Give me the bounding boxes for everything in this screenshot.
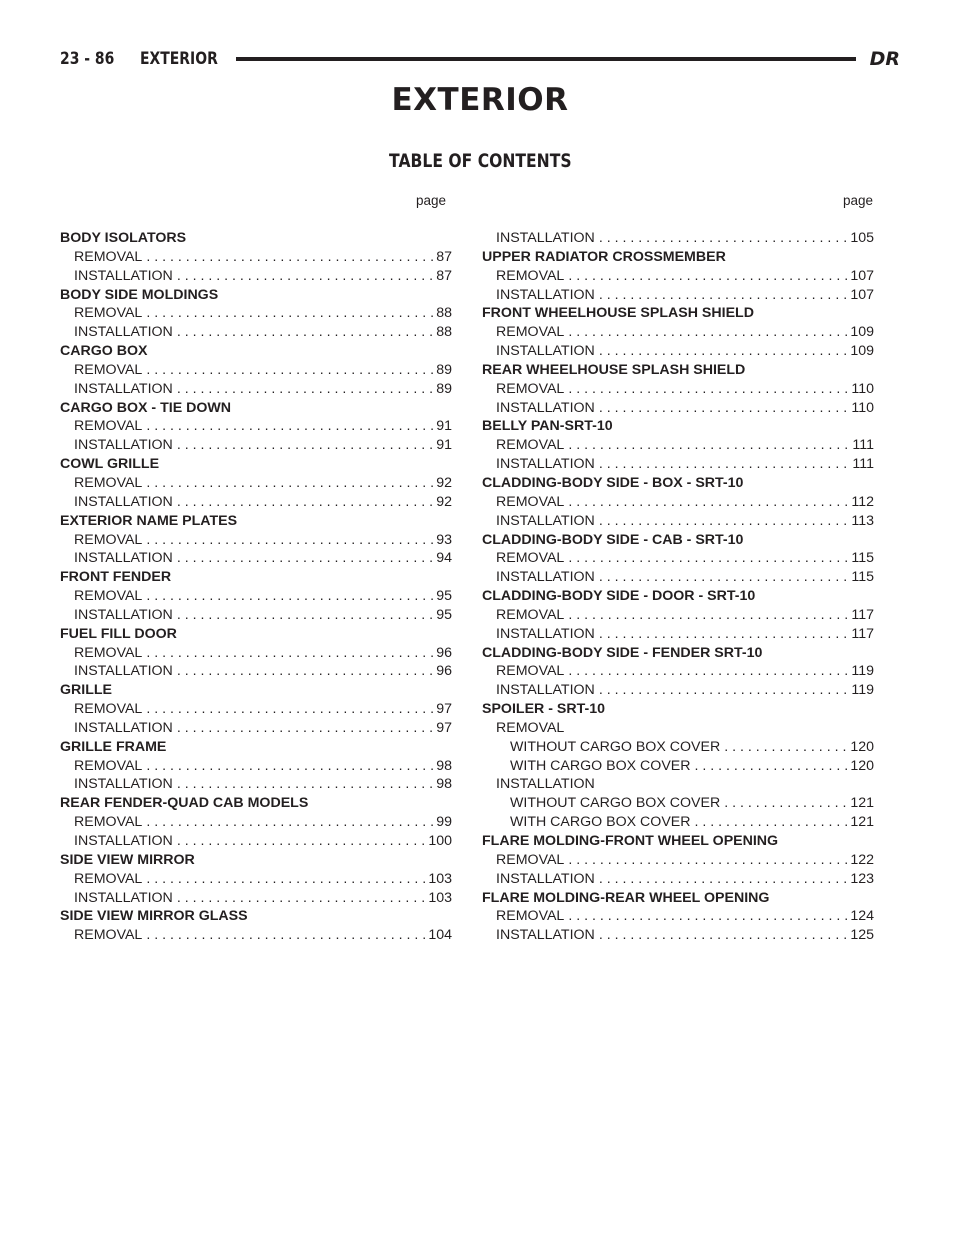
toc-subheading[interactable]: INSTALLATION — [496, 776, 595, 793]
header-page-number: 23 - 86 — [60, 49, 115, 69]
dot-leader — [695, 757, 848, 776]
toc-entry-page-number: 89 — [436, 380, 452, 397]
toc-entry-label: REMOVAL — [74, 814, 143, 831]
toc-entry-page-number: 103 — [428, 870, 452, 887]
dot-leader — [146, 417, 433, 436]
toc-entry-label: REMOVAL — [496, 493, 565, 510]
toc-entry-label: INSTALLATION — [74, 380, 173, 397]
toc-entry[interactable] — [482, 568, 874, 587]
toc-entry-label: REMOVAL — [496, 663, 565, 680]
toc-entry-label: REMOVAL — [74, 248, 143, 265]
toc-entry-page-number: 113 — [851, 512, 874, 529]
toc-entry-label: INSTALLATION — [74, 719, 173, 736]
toc-entry-page-number: 88 — [436, 324, 452, 341]
toc-entry-label: REMOVAL — [74, 588, 143, 605]
toc-entry-page-number: 92 — [436, 493, 452, 510]
toc-entry-label: INSTALLATION — [496, 625, 595, 642]
toc-entry-label: INSTALLATION — [496, 927, 595, 944]
toc-entry-label: REMOVAL — [74, 418, 143, 435]
toc-entry[interactable] — [60, 267, 452, 286]
toc-entry-label: WITHOUT CARGO BOX COVER — [510, 795, 721, 812]
toc-entry-page-number: 122 — [850, 851, 874, 868]
toc-entry[interactable] — [482, 549, 874, 568]
toc-entry-page-number: 105 — [850, 230, 874, 246]
toc-entry-label: REMOVAL — [496, 267, 565, 284]
toc-entry[interactable] — [60, 926, 452, 945]
toc-entry-label: INSTALLATION — [74, 663, 173, 680]
dot-leader — [146, 700, 433, 719]
dot-leader — [568, 606, 848, 625]
dot-leader — [599, 455, 850, 474]
toc-entry-label: WITH CARGO BOX COVER — [510, 814, 691, 831]
toc-entry[interactable] — [482, 267, 874, 286]
toc-entry-label: INSTALLATION — [496, 512, 595, 529]
toc-entry-page-number: 98 — [436, 776, 452, 793]
toc-section-heading[interactable]: SIDE VIEW MIRROR GLASS — [60, 908, 248, 925]
left-column-page-label: page — [416, 193, 447, 208]
toc-entry[interactable] — [60, 700, 452, 719]
toc-entry-page-number: 125 — [850, 927, 874, 944]
toc-entry-page-number: 88 — [436, 305, 452, 322]
toc-entry-page-number: 97 — [436, 701, 452, 718]
toc-entry-page-number: 109 — [850, 324, 874, 341]
toc-entry-page-number: 115 — [851, 569, 874, 586]
toc-entry-label: INSTALLATION — [74, 550, 173, 567]
toc-section-heading[interactable]: CLADDING-BODY SIDE - DOOR - SRT-10 — [482, 588, 756, 605]
dot-leader — [599, 870, 848, 889]
toc-entry-page-number: 112 — [851, 493, 874, 510]
toc-entry-label: INSTALLATION — [496, 682, 595, 699]
toc-section-heading[interactable]: FUEL FILL DOOR — [60, 625, 177, 642]
toc-left-column — [60, 229, 452, 945]
toc-entry[interactable] — [482, 625, 874, 644]
toc-entry-label: REMOVAL — [496, 606, 565, 623]
toc-entry[interactable] — [482, 662, 874, 681]
toc-entry[interactable] — [482, 907, 874, 926]
toc-entry-page-number: 120 — [850, 738, 874, 755]
toc-entry[interactable] — [482, 342, 874, 361]
toc-section-heading[interactable]: FRONT WHEELHOUSE SPLASH SHIELD — [482, 305, 754, 322]
toc-entry[interactable] — [482, 681, 874, 700]
toc-section-heading[interactable]: GRILLE — [60, 682, 113, 699]
header-section-name: EXTERIOR — [140, 49, 218, 69]
toc-heading: TABLE OF CONTENTS — [388, 150, 572, 172]
toc-entry-page-number: 111 — [852, 456, 874, 473]
toc-entry-label: INSTALLATION — [496, 230, 595, 246]
toc-section-heading[interactable]: SIDE VIEW MIRROR — [60, 851, 195, 868]
toc-entry-page-number: 120 — [850, 757, 874, 774]
toc-entry[interactable] — [60, 248, 452, 267]
toc-entry[interactable] — [482, 493, 874, 512]
toc-entry[interactable] — [482, 870, 874, 889]
dot-leader — [177, 380, 433, 399]
toc-entry-page-number: 117 — [851, 606, 874, 623]
toc-entry[interactable] — [482, 813, 874, 832]
toc-entry-page-number: 119 — [851, 682, 874, 699]
toc-entry-label: REMOVAL — [74, 474, 143, 491]
toc-entry[interactable] — [482, 606, 874, 625]
dot-leader — [599, 625, 849, 644]
toc-section-heading[interactable]: CLADDING-BODY SIDE - CAB - SRT-10 — [482, 531, 744, 548]
toc-entry[interactable] — [60, 304, 452, 323]
toc-entry-label: REMOVAL — [74, 531, 143, 548]
toc-entry-page-number: 96 — [436, 663, 452, 680]
toc-entry[interactable] — [482, 455, 874, 474]
toc-entry-label: REMOVAL — [496, 324, 565, 341]
page-title: EXTERIOR — [391, 82, 569, 118]
toc-section-heading[interactable]: REAR FENDER-QUAD CAB MODELS — [60, 795, 309, 812]
toc-section-heading[interactable]: SPOILER - SRT-10 — [482, 701, 605, 718]
toc-section-heading[interactable]: REAR WHEELHOUSE SPLASH SHIELD — [482, 361, 746, 378]
toc-entry-label: INSTALLATION — [496, 569, 595, 586]
toc-entry-label: INSTALLATION — [74, 889, 173, 906]
toc-entry-label: WITHOUT CARGO BOX COVER — [510, 738, 721, 755]
dot-leader — [177, 662, 433, 681]
toc-entry-page-number: 96 — [436, 644, 452, 661]
dot-leader — [599, 286, 848, 305]
toc-entry-label: INSTALLATION — [74, 606, 173, 623]
toc-entry-label: REMOVAL — [74, 927, 143, 944]
dot-leader — [599, 512, 849, 531]
toc-entry-page-number: 121 — [850, 814, 874, 831]
toc-entry[interactable] — [60, 436, 452, 455]
toc-entry-page-number: 87 — [436, 267, 452, 284]
toc-section-heading[interactable]: CLADDING-BODY SIDE - BOX - SRT-10 — [482, 474, 744, 491]
toc-entry-label: INSTALLATION — [74, 267, 173, 284]
toc-entry-page-number: 107 — [850, 286, 874, 303]
toc-entry-page-number: 95 — [436, 606, 452, 623]
toc-entry-label: REMOVAL — [496, 437, 565, 454]
toc-section-heading[interactable]: UPPER RADIATOR CROSSMEMBER — [482, 248, 726, 265]
toc-entry-page-number: 123 — [850, 870, 874, 887]
toc-entry-label: INSTALLATION — [74, 833, 173, 849]
dot-leader — [146, 474, 433, 493]
header-model-code: DR — [869, 48, 900, 70]
toc-entry[interactable] — [482, 926, 874, 945]
dot-leader — [568, 549, 848, 568]
toc-section-heading[interactable]: CARGO BOX - TIE DOWN — [60, 399, 232, 416]
toc-section-heading[interactable]: GRILLE FRAME — [60, 738, 167, 755]
toc-entry-page-number: 109 — [850, 343, 874, 360]
toc-section-heading[interactable]: EXTERIOR NAME PLATES — [60, 512, 238, 529]
toc-entry-label: REMOVAL — [74, 870, 143, 887]
toc-entry-page-number: 91 — [436, 418, 452, 435]
toc-entry[interactable] — [60, 870, 452, 889]
toc-entry-label: REMOVAL — [74, 701, 143, 718]
dot-leader — [146, 926, 425, 945]
dot-leader — [568, 907, 847, 926]
toc-entry[interactable] — [60, 474, 452, 493]
toc-entry[interactable] — [482, 738, 874, 757]
toc-entry[interactable] — [482, 399, 874, 418]
toc-entry[interactable] — [60, 775, 452, 794]
dot-leader — [568, 267, 847, 286]
toc-entry-page-number: 119 — [851, 663, 874, 680]
dot-leader — [177, 436, 433, 455]
dot-leader — [177, 775, 433, 794]
toc-entry-label: REMOVAL — [74, 757, 143, 774]
dot-leader — [146, 361, 433, 380]
toc-section-heading[interactable]: BODY ISOLATORS — [60, 230, 187, 246]
dot-leader — [177, 323, 433, 342]
dot-leader — [599, 399, 849, 418]
running-header — [60, 46, 900, 72]
toc-entry[interactable] — [482, 380, 874, 399]
toc-subheading[interactable]: REMOVAL — [496, 719, 565, 736]
dot-leader — [568, 380, 848, 399]
toc-entry-page-number: 91 — [436, 437, 452, 454]
dot-leader — [724, 738, 847, 757]
dot-leader — [599, 229, 848, 248]
toc-entry-page-number: 124 — [850, 908, 874, 925]
dot-leader — [599, 342, 848, 361]
dot-leader — [146, 587, 433, 606]
dot-leader — [599, 926, 848, 945]
toc-entry[interactable] — [60, 889, 452, 908]
toc-entry-label: REMOVAL — [496, 851, 565, 868]
toc-entry-label: REMOVAL — [496, 908, 565, 925]
dot-leader — [568, 851, 847, 870]
toc-entry[interactable] — [60, 549, 452, 568]
toc-section-heading[interactable]: FLARE MOLDING-FRONT WHEEL OPENING — [482, 833, 779, 849]
toc-entry[interactable] — [60, 662, 452, 681]
toc-entry[interactable] — [60, 587, 452, 606]
toc-entry[interactable] — [60, 417, 452, 436]
toc-entry-label: INSTALLATION — [496, 286, 595, 303]
toc-entry-label: INSTALLATION — [74, 776, 173, 793]
toc-entry[interactable] — [482, 512, 874, 531]
toc-entry-label: INSTALLATION — [74, 324, 173, 341]
toc-entry-page-number: 115 — [851, 550, 874, 567]
toc-entry-page-number: 121 — [850, 795, 874, 812]
dot-leader — [568, 323, 847, 342]
dot-leader — [568, 436, 849, 455]
toc-entry[interactable] — [482, 286, 874, 305]
toc-section-heading[interactable]: FRONT FENDER — [60, 569, 172, 586]
toc-entry[interactable] — [60, 531, 452, 550]
toc-entry[interactable] — [482, 851, 874, 870]
toc-section-heading[interactable]: BELLY PAN-SRT-10 — [482, 418, 613, 435]
toc-section-heading[interactable]: FLARE MOLDING-REAR WHEEL OPENING — [482, 889, 770, 906]
toc-entry-page-number: 87 — [436, 248, 452, 265]
toc-entry[interactable] — [482, 323, 874, 342]
toc-entry-label: REMOVAL — [496, 380, 565, 397]
toc-entry[interactable] — [60, 606, 452, 625]
dot-leader — [146, 248, 433, 267]
toc-entry-page-number: 111 — [852, 437, 874, 454]
toc-entry-page-number: 95 — [436, 588, 452, 605]
toc-section-heading[interactable]: CLADDING-BODY SIDE - FENDER SRT-10 — [482, 644, 763, 661]
toc-entry[interactable] — [482, 757, 874, 776]
toc-entry-page-number: 104 — [428, 927, 452, 944]
toc-entry-page-number: 100 — [428, 833, 452, 849]
header-rule — [236, 57, 856, 61]
toc-entry[interactable] — [60, 361, 452, 380]
dot-leader — [177, 267, 433, 286]
dot-leader — [177, 889, 426, 908]
dot-leader — [177, 832, 426, 851]
toc-entry-label: WITH CARGO BOX COVER — [510, 757, 691, 774]
toc-entry-page-number: 99 — [436, 814, 452, 831]
dot-leader — [599, 568, 849, 587]
toc-entry[interactable] — [60, 323, 452, 342]
toc-entry[interactable] — [482, 229, 874, 248]
toc-entry-page-number: 107 — [850, 267, 874, 284]
toc-section-heading[interactable]: BODY SIDE MOLDINGS — [60, 286, 219, 303]
toc-entry-page-number: 92 — [436, 474, 452, 491]
toc-entry-page-number: 97 — [436, 719, 452, 736]
dot-leader — [177, 549, 433, 568]
toc-entry[interactable] — [60, 719, 452, 738]
dot-leader — [599, 681, 849, 700]
toc-entry-label: REMOVAL — [74, 644, 143, 661]
toc-entry[interactable] — [60, 832, 452, 851]
toc-entry-page-number: 110 — [851, 380, 874, 397]
toc-entry-page-number: 89 — [436, 361, 452, 378]
dot-leader — [724, 794, 847, 813]
toc-section-heading[interactable]: COWL GRILLE — [60, 456, 160, 473]
dot-leader — [695, 813, 848, 832]
dot-leader — [568, 493, 848, 512]
toc-entry-page-number: 98 — [436, 757, 452, 774]
dot-leader — [177, 606, 433, 625]
toc-entry[interactable] — [60, 644, 452, 663]
toc-entry-label: REMOVAL — [496, 550, 565, 567]
toc-entry[interactable] — [60, 757, 452, 776]
toc-entry-page-number: 103 — [428, 889, 452, 906]
toc-entry[interactable] — [60, 493, 452, 512]
toc-entry[interactable] — [60, 813, 452, 832]
toc-entry-label: REMOVAL — [74, 361, 143, 378]
toc-section-heading[interactable]: CARGO BOX — [60, 343, 148, 360]
toc-right-column — [482, 229, 874, 945]
dot-leader — [177, 493, 433, 512]
toc-entry-label: INSTALLATION — [496, 870, 595, 887]
toc-entry-page-number: 93 — [436, 531, 452, 548]
dot-leader — [568, 662, 848, 681]
dot-leader — [177, 719, 433, 738]
toc-entry-label: INSTALLATION — [496, 343, 595, 360]
toc-entry-page-number: 94 — [436, 550, 452, 567]
dot-leader — [146, 757, 433, 776]
toc-entry-page-number: 117 — [851, 625, 874, 642]
dot-leader — [146, 304, 433, 323]
dot-leader — [146, 813, 433, 832]
toc-entry-label: INSTALLATION — [74, 437, 173, 454]
toc-entry[interactable] — [482, 436, 874, 455]
right-column-page-label: page — [843, 193, 874, 208]
toc-entry[interactable] — [482, 794, 874, 813]
toc-entry-label: REMOVAL — [74, 305, 143, 322]
toc-entry-label: INSTALLATION — [496, 399, 595, 416]
dot-leader — [146, 531, 433, 550]
toc-entry-label: INSTALLATION — [74, 493, 173, 510]
dot-leader — [146, 870, 425, 889]
dot-leader — [146, 644, 433, 663]
toc-entry[interactable] — [60, 380, 452, 399]
toc-entry-label: INSTALLATION — [496, 456, 595, 473]
toc-entry-page-number: 110 — [851, 399, 874, 416]
